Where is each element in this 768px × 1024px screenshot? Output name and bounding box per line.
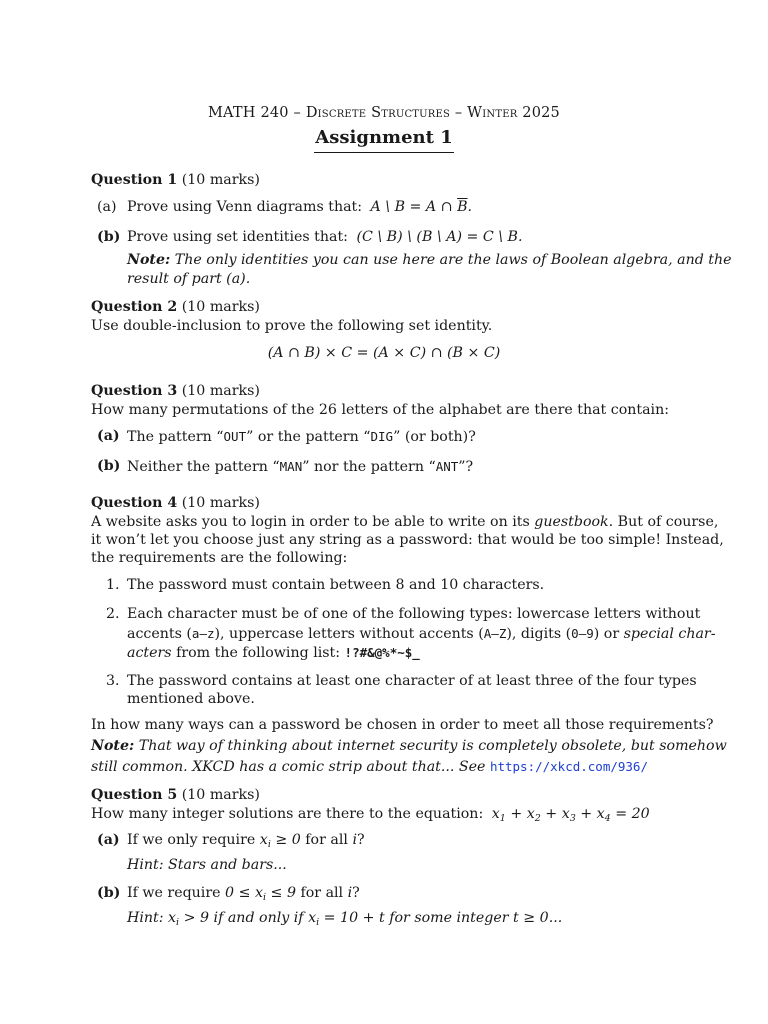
q4-heading (91, 494, 260, 513)
range-lowercase: a–z (191, 626, 215, 641)
q3-heading (91, 382, 260, 401)
q4-para-line1: A website asks you to login in order to be able to write on its guestbook. But of course, (91, 514, 719, 530)
q1-note-line2: result of part (a). (127, 271, 251, 287)
range-digits: 0–9 (571, 626, 594, 641)
q4-item1-text: The password must contain between 8 and 10 characters. (127, 577, 545, 593)
q2-marks: (10 marks) (181, 299, 260, 315)
pattern-dig: DIG (370, 429, 394, 444)
q1-a-text (127, 198, 472, 217)
title-wrapper (0, 126, 768, 153)
pattern-man: MAN (279, 459, 303, 474)
q3-b-label: (b) (97, 458, 121, 474)
q5-heading (91, 786, 260, 805)
header-separator: – (454, 105, 463, 121)
q2-heading (91, 298, 260, 317)
special-characters-list: !?#&@%*~$_ (344, 645, 420, 660)
q4-item3-line1: The password contains at least one character of at least three of the four types (127, 673, 697, 689)
q5-title: Question 5 (91, 787, 178, 803)
q1-b-prompt: Prove using set identities that: (127, 229, 348, 245)
q4-marks: (10 marks) (181, 495, 260, 511)
q5-prompt: How many integer solutions are there to the equation: (91, 806, 484, 822)
q4-item2-line2: accents (a–z), uppercase letters without accents (A–Z), digits (0–9) or special char- (127, 626, 716, 642)
q4-item3-label: 3. (106, 673, 120, 689)
pattern-ant: ANT (435, 459, 459, 474)
q1-b-label: (b) (97, 229, 121, 245)
q5-a-hint: Hint: Stars and bars... (127, 857, 287, 873)
q5-text (91, 805, 650, 824)
q5-a-text: If we only require $x_i \ge 0$ for all i? (127, 832, 365, 850)
pattern-out: OUT (223, 429, 247, 444)
q2-text: Use double-inclusion to prove the following set identity. (91, 318, 493, 334)
q1-heading (91, 171, 260, 190)
q3-text: How many permutations of the 26 letters of the alphabet are there that contain: (91, 402, 670, 418)
q1-b-text (127, 228, 522, 247)
q4-note-text1: That way of thinking about internet security is completely obsolete, but somehow (138, 738, 727, 754)
q1-note-line1 (127, 251, 732, 270)
q4-title: Question 4 (91, 495, 178, 511)
q4-note-label: Note: (91, 738, 135, 754)
q1-note-label: Note: (127, 252, 171, 268)
q4-note-line1 (91, 737, 727, 756)
q4-para-line3: the requirements are the following: (91, 550, 348, 566)
q5-b-hint: Hint: $x_i > 9$ if and only if $x_i = 10 + t$ for some integer t ≥ 0... (127, 910, 563, 928)
q1-b-math: (C \ B) \ (B \ A) = C \ B. (356, 229, 523, 245)
special-characters-term: special char- (623, 626, 716, 642)
q5-equation: $x_1 + x_2 + x_3 + x_4 = 20$ (491, 806, 650, 824)
q4-item2-line3: acters from the following list: !?#&@%*~$_ (127, 645, 420, 661)
q4-item2-label: 2. (106, 606, 120, 622)
q1-note-text1: The only identities you can use here are the laws of Boolean algebra, and the (174, 252, 732, 268)
course-code: MATH 240 – (208, 105, 301, 121)
assignment-title: Assignment 1 (314, 126, 453, 153)
q4-question: In how many ways can a password be chosen in order to meet all those requirements? (91, 717, 714, 733)
q4-para-line2: it won’t let you choose just any string as a password: that would be too simple! Instead, (91, 532, 724, 548)
q3-a-label: (a) (97, 428, 120, 444)
xkcd-link[interactable]: https://xkcd.com/936/ (489, 759, 648, 774)
range-uppercase: A–Z (483, 626, 507, 641)
q1-marks: (10 marks) (181, 172, 260, 188)
q3-b-text: Neither the pattern “MAN” nor the pattern “ANT”? (127, 459, 474, 475)
q1-a-label: (a) (97, 199, 117, 215)
q5-b-label: (b) (97, 885, 121, 901)
q1-a-math: A \ B = A ∩ $\overline{B}$. (370, 199, 473, 215)
q3-a-text: The pattern “OUT” or the pattern “DIG” (or both)? (127, 429, 476, 445)
q4-item3-line2: mentioned above. (127, 691, 255, 707)
course-term: Winter 2025 (467, 105, 560, 121)
q5-marks: (10 marks) (181, 787, 260, 803)
course-header (0, 104, 768, 123)
q5-a-label: (a) (97, 832, 120, 848)
course-name: Discrete Structures (305, 105, 451, 121)
q4-item1-label: 1. (106, 577, 120, 593)
q1-a-prompt: Prove using Venn diagrams that: (127, 199, 363, 215)
q2-title: Question 2 (91, 299, 178, 315)
guestbook-term: guestbook (534, 514, 609, 530)
q3-title: Question 3 (91, 383, 178, 399)
q5-b-text: If we require $0 \le x_i \le 9$ for all i? (127, 885, 360, 903)
q4-note-line2: still common. XKCD has a comic strip about that... See https://xkcd.com/936/ (91, 759, 648, 775)
q2-formula: (A ∩ B) × C = (A × C) ∩ (B × C) (267, 345, 501, 361)
q4-item2-line1: Each character must be of one of the following types: lowercase letters without (127, 606, 701, 622)
q3-marks: (10 marks) (181, 383, 260, 399)
q1-title: Question 1 (91, 172, 178, 188)
